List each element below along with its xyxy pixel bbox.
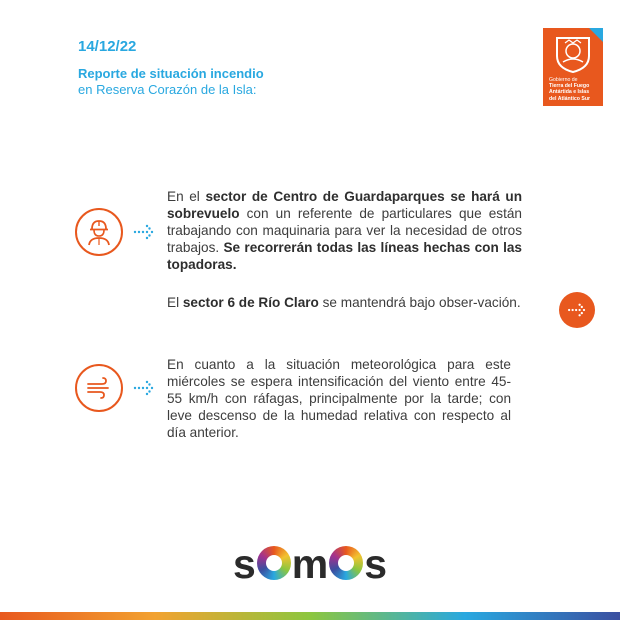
rainbow-o-icon [257,546,291,580]
report-title [78,66,264,98]
p1-text-2: con un referente de particulares que están trabajando con maquinaria para ver la necesidad de otros trabajos. [167,206,522,255]
paragraph-sector6 [167,294,522,311]
rainbow-o-icon [329,546,363,580]
report-date: 14/12/22 [78,38,137,55]
p2-bold-1: sector 6 de Río Claro [182,295,319,310]
firefighter-icon-circle [75,208,123,256]
gov-line1: Gobierno de [549,77,578,83]
wind-icon-circle [75,364,123,412]
brand-letter-s2: s [364,541,388,587]
arrow-right-icon [567,303,587,317]
somos-logo [0,541,620,588]
shield-icon [551,34,595,74]
dotted-arrow-icon [133,224,155,240]
government-logo [543,28,603,106]
brand-letter-m: m [291,541,329,587]
p2-text-1: El [167,295,183,310]
paragraph-weather: En cuanto a la situación meteorológica para este miércoles se espera intensificación del viento entre 45-55 km/h con ráfagas, principalmente por la tarde; con leve descenso de la humedad relativa con respecto al día anterior. [167,357,511,440]
gov-line3: Antártida e Islas [549,89,590,96]
p2-text-2: se mantendrá bajo obser-vación. [318,295,521,310]
next-button[interactable] [559,292,595,328]
paragraph-overflight [167,188,522,273]
rainbow-bottom-bar [0,612,620,620]
brand-letter-s: s [232,541,256,587]
gov-line2: Tierra del Fuego [549,83,590,90]
dotted-arrow-icon [133,380,155,396]
report-title-line2: en Reserva Corazón de la Isla: [78,82,257,97]
p1-bold-2: Se recorrerán todas las líneas hechas con las topadoras. [167,240,522,272]
firefighter-icon [84,217,114,247]
report-title-line1: Reporte de situación incendio [78,66,264,81]
p1-text-1: En el [167,189,206,204]
gov-line4: del Atlántico Sur [549,95,591,102]
government-name [549,77,603,102]
wind-icon [85,376,113,400]
p1-bold-1: sector de Centro de Guardaparques se hará un sobrevuelo [167,189,523,221]
